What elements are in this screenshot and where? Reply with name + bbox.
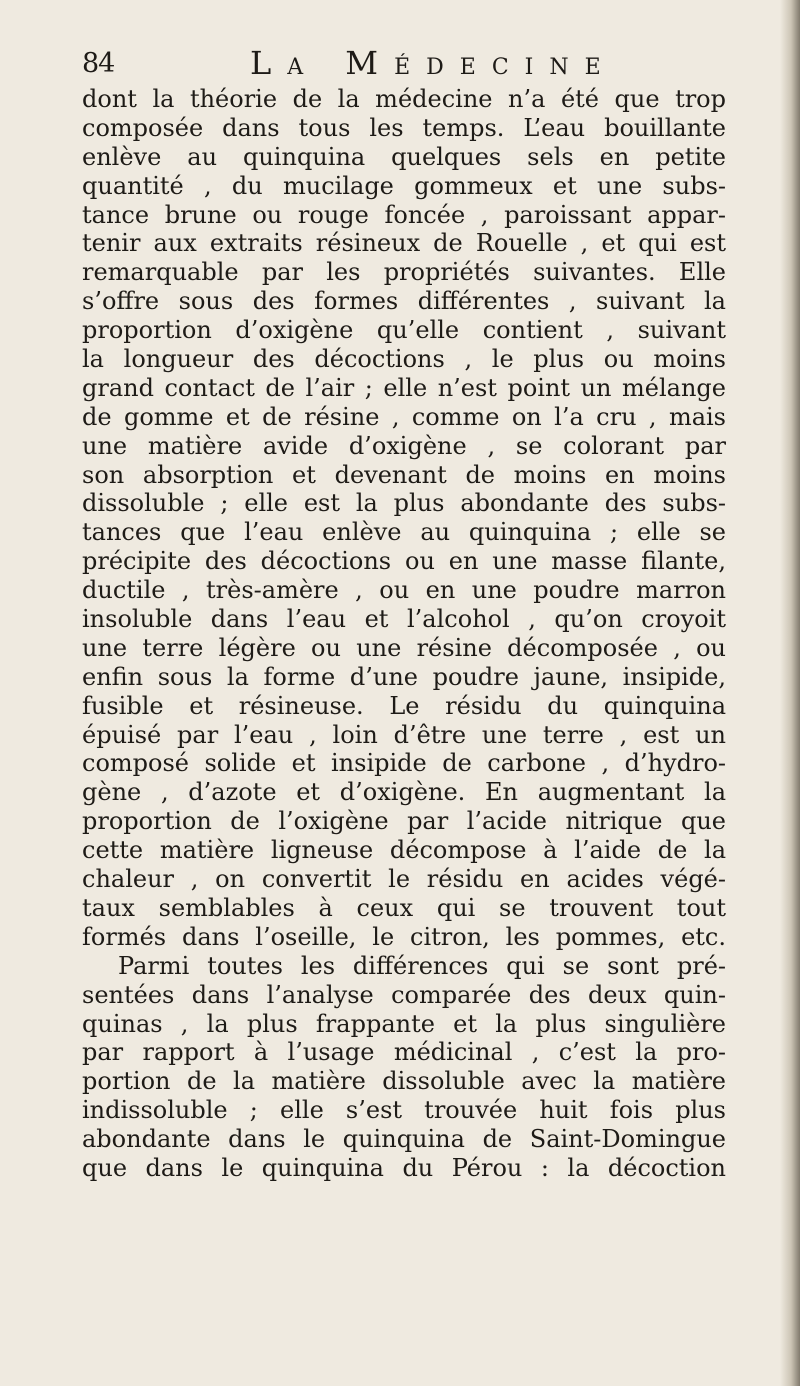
text-line: chaleur , on convertit le résidu en acides végé- <box>82 865 726 894</box>
text-line: de gomme et de résine , comme on l’a cru , mais <box>82 402 726 431</box>
text-line: fusible et résineuse. Le résidu du quinquina <box>82 691 726 720</box>
page-header <box>82 42 732 86</box>
text-line: dissoluble ; elle est la plus abondante des subs- <box>82 489 726 518</box>
text-line: épuisé par l’eau , loin d’être une terre , est un <box>82 720 726 749</box>
text-line: proportion d’oxigène qu’elle contient , suivant <box>82 316 726 345</box>
text-line: sentées dans l’analyse comparée des deux quin- <box>82 980 726 1009</box>
text-line: composée dans tous les temps. L’eau bouillante <box>82 113 726 142</box>
text-line: enfin sous la forme d’une poudre jaune, insipide, <box>82 662 726 691</box>
text-line: indissoluble ; elle s’est trouvée huit fois plus <box>82 1096 726 1125</box>
text-line: dont la théorie de la médecine n’a été que trop <box>82 85 726 113</box>
text-line: son absorption et devenant de moins en moins <box>82 460 726 489</box>
text-line: formés dans l’oseille, le citron, les pommes, etc. <box>82 922 726 951</box>
text-line: tance brune ou rouge foncée , paroissant appar- <box>82 200 726 229</box>
text-line: quantité , du mucilage gommeux et une subs- <box>82 171 726 200</box>
text-line: quinas , la plus frappante et la plus singulière <box>82 1009 726 1038</box>
text-line: ductile , très-amère , ou en une poudre marron <box>82 576 726 605</box>
text-line: portion de la matière dissoluble avec la matière <box>82 1067 726 1096</box>
text-line: précipite des décoctions ou en une masse filante, <box>82 547 726 576</box>
text-line: grand contact de l’air ; elle n’est point un mélange <box>82 373 726 402</box>
text-line: une terre légère ou une résine décomposée , ou <box>82 633 726 662</box>
text-line: abondante dans le quinquina de Saint-Domingue <box>82 1125 726 1154</box>
text-line: composé solide et insipide de carbone , d’hydro- <box>82 749 726 778</box>
text-line: taux semblables à ceux qui se trouvent tout <box>82 893 726 922</box>
page-number: 84 <box>82 48 115 79</box>
text-line: proportion de l’oxigène par l’acide nitrique que <box>82 807 726 836</box>
page-edge-shadow <box>780 0 800 1386</box>
text-line: tenir aux extraits résineux de Rouelle , et qui est <box>82 229 726 258</box>
running-title: La Médecine <box>250 44 617 82</box>
text-line: la longueur des décoctions , le plus ou moins <box>82 345 726 374</box>
text-line: cette matière ligneuse décompose à l’aide de la <box>82 836 726 865</box>
text-line: par rapport à l’usage médicinal , c’est la pro- <box>82 1038 726 1067</box>
text-line: enlève au quinquina quelques sels en petite <box>82 142 726 171</box>
text-line: tances que l’eau enlève au quinquina ; elle se <box>82 518 726 547</box>
text-line: remarquable par les propriétés suivantes. Elle <box>82 258 726 287</box>
text-line: gène , d’azote et d’oxigène. En augmentant la <box>82 778 726 807</box>
text-line: Parmi toutes les différences qui se sont pré- <box>118 951 726 980</box>
text-line: s’offre sous des formes différentes , suivant la <box>82 287 726 316</box>
text-line: insoluble dans l’eau et l’alcohol , qu’on croyoit <box>82 605 726 634</box>
text-line: une matière avide d’oxigène , se colorant par <box>82 431 726 460</box>
text-line: que dans le quinquina du Pérou : la décoction <box>82 1153 726 1182</box>
body-text <box>82 85 726 1183</box>
